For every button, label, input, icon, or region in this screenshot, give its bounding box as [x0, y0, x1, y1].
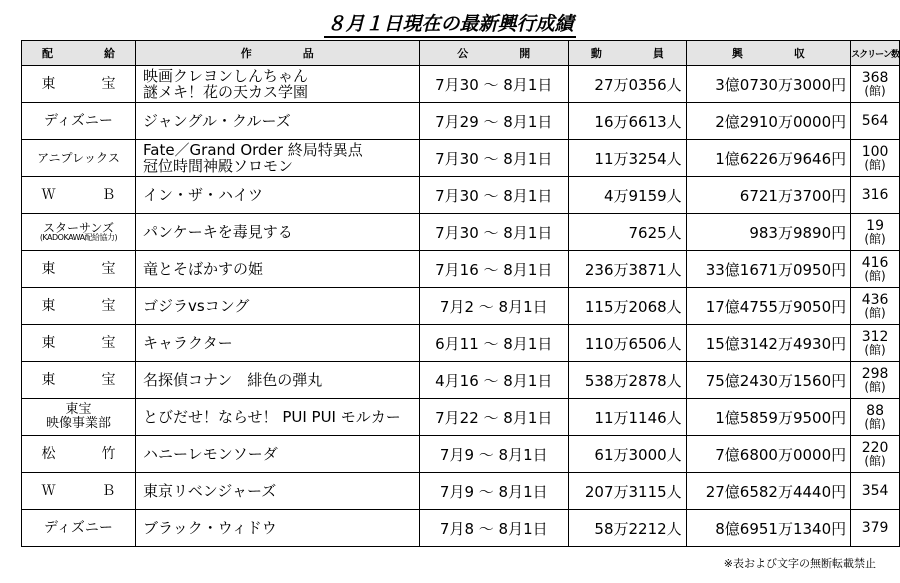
cell-release: 4月16 〜 8月1日	[419, 362, 568, 399]
header-screens: スクリーン数	[851, 41, 900, 66]
cell-release: 7月2 〜 8月1日	[419, 288, 568, 325]
cell-distributor	[22, 362, 136, 399]
cell-attendance: 110万6506人	[569, 325, 687, 362]
cell-release: 7月30 〜 8月1日	[419, 177, 568, 214]
cell-distributor	[22, 436, 136, 473]
work-title-line1: ハニーレモンソーダ	[143, 444, 278, 463]
screens-count: 88	[866, 403, 884, 419]
screens-count: 436	[861, 292, 889, 308]
cell-attendance: 538万2878人	[569, 362, 687, 399]
cell-attendance: 58万2212人	[569, 510, 687, 547]
screens-count: 379	[861, 520, 889, 536]
cell-revenue: 7億6800万0000円	[686, 436, 850, 473]
cell-screens	[851, 399, 900, 436]
distributor-sub: (KADOKAWA配給協力)	[39, 233, 118, 243]
copyright-note: ※表および文字の無断転載禁止	[723, 557, 876, 570]
distributor-name: 東 宝	[41, 260, 132, 277]
table-row	[22, 251, 900, 288]
distributor-name: スターサンズ	[42, 220, 115, 235]
distributor-name: 東 宝	[41, 371, 132, 388]
work-title-line1: 竜とそばかすの姫	[143, 259, 264, 278]
cell-distributor	[22, 325, 136, 362]
distributor-name: Ｗ Ｂ	[41, 482, 132, 499]
cell-distributor	[22, 214, 136, 251]
header-revenue: 興 収	[686, 41, 850, 66]
cell-work	[136, 251, 420, 288]
table-row	[22, 436, 900, 473]
screens-count: 368	[861, 70, 889, 86]
screens-count: 19	[866, 218, 884, 234]
screens-count: 298	[861, 366, 889, 382]
cell-revenue: 17億4755万9050円	[686, 288, 850, 325]
table-row	[22, 288, 900, 325]
cell-work	[136, 436, 420, 473]
cell-distributor	[22, 510, 136, 547]
header-attendance: 動 員	[569, 41, 687, 66]
cell-screens	[851, 362, 900, 399]
cell-screens	[851, 66, 900, 103]
work-title-line1: ジャングル・クルーズ	[143, 111, 291, 130]
screens-unit: (館)	[864, 306, 886, 320]
cell-screens	[851, 473, 900, 510]
cell-screens	[851, 325, 900, 362]
cell-screens	[851, 251, 900, 288]
cell-release: 7月29 〜 8月1日	[419, 103, 568, 140]
cell-attendance: 115万2068人	[569, 288, 687, 325]
cell-distributor	[22, 66, 136, 103]
cell-screens	[851, 510, 900, 547]
cell-revenue: 75億2430万1560円	[686, 362, 850, 399]
cell-work	[136, 325, 420, 362]
cell-work	[136, 177, 420, 214]
distributor-name: Ｗ Ｂ	[41, 186, 132, 203]
table-row	[22, 214, 900, 251]
cell-revenue: 33億1671万0950円	[686, 251, 850, 288]
cell-attendance: 236万3871人	[569, 251, 687, 288]
cell-work	[136, 66, 420, 103]
cell-revenue: 2億2910万0000円	[686, 103, 850, 140]
cell-work	[136, 103, 420, 140]
distributor-name: 東 宝	[41, 75, 132, 92]
cell-release: 7月9 〜 8月1日	[419, 473, 568, 510]
cell-screens	[851, 177, 900, 214]
cell-screens	[851, 436, 900, 473]
cell-release: 7月8 〜 8月1日	[419, 510, 568, 547]
header-work: 作 品	[136, 41, 420, 66]
screens-unit: (館)	[864, 84, 886, 98]
distributor-name: 東 宝	[41, 334, 132, 351]
work-title-line1: 名探偵コナン 緋色の弾丸	[143, 370, 323, 389]
cell-distributor	[22, 251, 136, 288]
table-row	[22, 325, 900, 362]
cell-release: 7月30 〜 8月1日	[419, 140, 568, 177]
cell-distributor	[22, 473, 136, 510]
cell-work	[136, 362, 420, 399]
table-row	[22, 103, 900, 140]
distributor-name: ディズニー	[44, 112, 113, 129]
table-row	[22, 66, 900, 103]
cell-attendance: 11万1146人	[569, 399, 687, 436]
cell-revenue: 27億6582万4440円	[686, 473, 850, 510]
work-title-line1: イン・ザ・ハイツ	[143, 185, 264, 204]
cell-attendance: 61万3000人	[569, 436, 687, 473]
cell-distributor	[22, 177, 136, 214]
cell-release: 7月22 〜 8月1日	[419, 399, 568, 436]
cell-revenue: 1億6226万9646円	[686, 140, 850, 177]
distributor-sub: 映像事業部	[45, 416, 111, 431]
cell-work	[136, 510, 420, 547]
cell-release: 7月30 〜 8月1日	[419, 66, 568, 103]
work-title-line1: 映画クレヨンしんちゃん	[143, 66, 309, 85]
cell-attendance: 16万6613人	[569, 103, 687, 140]
cell-screens	[851, 103, 900, 140]
screens-count: 312	[861, 329, 889, 345]
cell-distributor	[22, 103, 136, 140]
work-title-line1: 東京リベンジャーズ	[143, 481, 277, 500]
cell-attendance: 27万0356人	[569, 66, 687, 103]
cell-screens	[851, 288, 900, 325]
distributor-name: アニプレックス	[37, 150, 120, 165]
work-title-line1: ゴジラvsコング	[143, 296, 250, 315]
screens-count: 354	[861, 483, 889, 499]
cell-work	[136, 214, 420, 251]
cell-attendance: 4万9159人	[569, 177, 687, 214]
work-title-line1: パンケーキを毒見する	[143, 222, 293, 241]
cell-attendance: 207万3115人	[569, 473, 687, 510]
work-title-line1: とびだせ！ならせ！ PUI PUI モルカー	[143, 407, 401, 426]
screens-unit: (館)	[864, 158, 886, 172]
distributor-name: 東 宝	[41, 297, 132, 314]
screens-count: 564	[861, 113, 889, 129]
cell-screens	[851, 214, 900, 251]
screens-count: 316	[861, 187, 889, 203]
cell-distributor	[22, 140, 136, 177]
screens-unit: (館)	[864, 417, 886, 431]
cell-revenue: 3億0730万3000円	[686, 66, 850, 103]
box-office-table	[21, 40, 900, 547]
cell-attendance: 11万3254人	[569, 140, 687, 177]
work-title-line2: 謎メキ！花の天カス学園	[143, 83, 309, 101]
cell-attendance: 7625人	[569, 214, 687, 251]
cell-revenue: 983万9890円	[686, 214, 850, 251]
distributor-name: 松 竹	[41, 445, 132, 462]
cell-work	[136, 288, 420, 325]
cell-release: 7月30 〜 8月1日	[419, 214, 568, 251]
cell-work	[136, 473, 420, 510]
table-row	[22, 399, 900, 436]
table-row	[22, 510, 900, 547]
screens-unit: (館)	[864, 380, 886, 394]
work-title-line1: ブラック・ウィドウ	[143, 518, 277, 537]
table-row	[22, 177, 900, 214]
work-title-line2: 冠位時間神殿ソロモン	[143, 157, 294, 175]
cell-release: 7月9 〜 8月1日	[419, 436, 568, 473]
screens-count: 220	[861, 440, 889, 456]
cell-revenue: 1億5859万9500円	[686, 399, 850, 436]
cell-revenue: 15億3142万4930円	[686, 325, 850, 362]
screens-unit: (館)	[864, 232, 886, 246]
header-release: 公 開	[419, 41, 568, 66]
table-row	[22, 473, 900, 510]
work-title-line1: キャラクター	[143, 333, 233, 352]
screens-unit: (館)	[864, 269, 886, 283]
cell-distributor	[22, 399, 136, 436]
table-row	[22, 362, 900, 399]
cell-release: 6月11 〜 8月1日	[419, 325, 568, 362]
cell-revenue: 6721万3700円	[686, 177, 850, 214]
header-distributor: 配 給	[22, 41, 136, 66]
work-title-line1: Fate／Grand Order 終局特異点	[143, 140, 363, 159]
screens-count: 100	[861, 144, 889, 160]
screens-unit: (館)	[864, 454, 886, 468]
cell-work	[136, 140, 420, 177]
table-row	[22, 140, 900, 177]
cell-screens	[851, 140, 900, 177]
cell-release: 7月16 〜 8月1日	[419, 251, 568, 288]
screens-unit: (館)	[864, 343, 886, 357]
distributor-name: ディズニー	[44, 519, 113, 536]
distributor-name: 東宝	[65, 402, 92, 418]
page-title: ８月１日現在の最新興行成績	[0, 9, 900, 36]
screens-count: 416	[861, 255, 889, 271]
table-header-row	[22, 41, 900, 66]
cell-work	[136, 399, 420, 436]
cell-revenue: 8億6951万1340円	[686, 510, 850, 547]
cell-distributor	[22, 288, 136, 325]
